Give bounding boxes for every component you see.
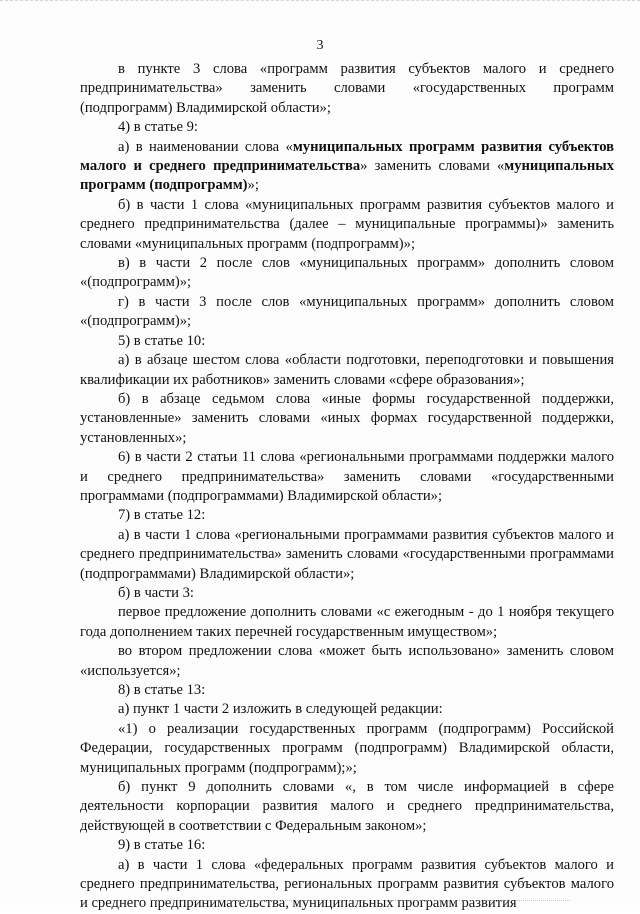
paragraph: б) в абзаце седьмом слова «иные формы государственной поддержки, установленные» заменить словами «иных формах государственной поддержки, установленных»;: [80, 390, 614, 446]
paragraph: г) в части 3 после слов «муниципальных программ» дополнить словом «(подпрограмм)»;: [80, 293, 614, 330]
top-edge-rule: [0, 0, 640, 4]
paragraph: а) в части 1 слова «федеральных программ развития субъектов малого и среднего предпринимательства, региональных программ развития субъектов малого и среднего предпринимательства, муниципальных программ развития: [80, 856, 614, 912]
paragraph: 5) в статье 10:: [118, 332, 206, 349]
paragraph: 6) в части 2 статьи 11 слова «региональными программами поддержки малого и среднего предпринимательства» заменить словами «государственными программами (подпрограммами) Владимирской области»;: [80, 449, 614, 504]
text-run: а) в наименовании слова «: [118, 138, 293, 155]
paragraph: в) в части 2 после слов «муниципальных программ» дополнить словом «(подпрограмм)»;: [80, 255, 614, 291]
paragraph: [80, 138, 614, 196]
text-run: » заменить словами «: [360, 158, 505, 175]
bold-text-run: муниципальных программ развития субъектов малого и среднего предпринимательства: [80, 138, 615, 175]
paragraph: а) в абзаце шестом слова «области подготовки, переподготовки и повышения квалификации их работников» заменить словами «сфере образования»;: [80, 352, 614, 388]
bottom-edge-rule: [150, 900, 570, 901]
paragraph: 9) в статье 16:: [118, 837, 206, 854]
paragraph: во втором предложении слова «может быть использовано» заменить словом «используется»;: [80, 643, 614, 679]
paragraph: б) пункт 9 дополнить словами «, в том числе информацией в сфере деятельности корпорации развития малого и среднего предпринимательства, действующей в соответствии с Федеральным законом»;: [80, 779, 614, 834]
paragraph: 7) в статье 12:: [118, 507, 206, 524]
text-run: »;: [247, 177, 259, 194]
paragraph: а) пункт 1 части 2 изложить в следующей редакции:: [118, 701, 443, 718]
document-body: [80, 60, 614, 914]
paragraph: б) в части 3:: [118, 584, 194, 601]
bold-text-run: муниципальных программ (подпрограмм): [80, 158, 614, 194]
paragraph: а) в части 1 слова «региональными программами развития субъектов малого и среднего предпринимательства» заменить словами «государственными программами (подпрограммами) Владимирской области»;: [80, 526, 614, 582]
paragraph: 8) в статье 13:: [118, 682, 206, 698]
paragraph: первое предложение дополнить словами «с ежегодным - до 1 ноября текущего года дополнением таких перечней государственным имуществом»;: [80, 604, 614, 640]
page-number: 3: [316, 38, 324, 53]
paragraph: в пункте 3 слова «программ развития субъектов малого и среднего предпринимательства» заменить словами «государственных программ (подпрограмм) Владимирской области»;: [80, 61, 614, 116]
paragraph: 4) в статье 9:: [118, 119, 198, 136]
paragraph: б) в части 1 слова «муниципальных программ развития субъектов малого и среднего предпринимательства (далее – муниципальные программы)» заменить словами «муниципальных программ (подпрограмм)»;: [80, 196, 614, 252]
paragraph: «1) о реализации государственных программ (подпрограмм) Российской Федерации, государственных программ (подпрограмм) Владимирской области, муниципальных программ (подпрограмм);»;: [80, 720, 614, 776]
